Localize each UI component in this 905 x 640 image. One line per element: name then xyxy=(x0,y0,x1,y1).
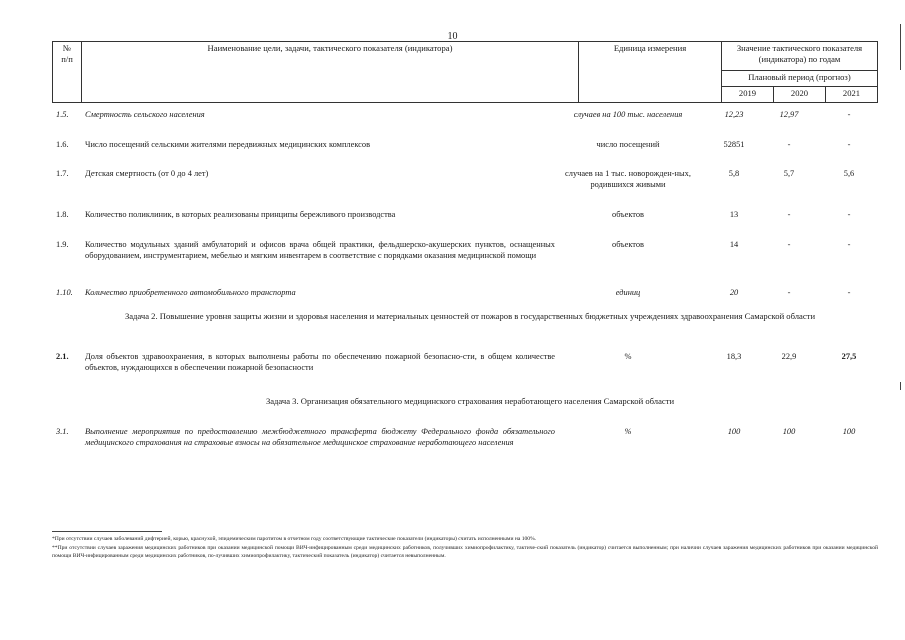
row-unit: случаев на 1 тыс. новорожден-ных, родившихся живыми xyxy=(565,169,691,189)
row-value-2020: - xyxy=(787,140,791,149)
row-name: Детская смертность (от 0 до 4 лет) xyxy=(85,169,209,178)
row-value-2021: - xyxy=(847,140,851,149)
row-value-2020: - xyxy=(787,210,791,219)
row-value-2019: 12,23 xyxy=(724,110,744,119)
row-value-2021: 100 xyxy=(842,427,856,436)
footnote: *При отсутствии случаев заболеваний дифтерией, корью, краснухой, эпидемическим паротитом в отчетном году соответствующие тактические показатели (индикаторы) считать исполненными на 100%. xyxy=(52,536,537,542)
row-value-2019: 100 xyxy=(727,427,741,436)
row-name: Количество модульных зданий амбулаторий и офисов врача общей практики, фельдшерско-акушерских пунктов, оснащенных оборудованием, инструментарием, мебелью и мягким инвентарем в соответствие с порядками оказания медицинской помощи xyxy=(85,240,555,260)
row-name: Выполнение мероприятия по предоставлению межбюджетного трансферта бюджету Федерального фонда обязательного медицинского страхования на страховые взносы на обязательное медицинское страхование неработающего населения xyxy=(85,427,555,447)
row-value-2021: 5,6 xyxy=(843,169,855,178)
row-value-2021: - xyxy=(847,110,851,119)
row-name: Количество приобретенного автомобильного транспорта xyxy=(85,288,296,297)
header-num: № п/п xyxy=(53,42,82,103)
row-number: 2.1. xyxy=(56,352,69,361)
scan-edge-mark xyxy=(900,382,901,390)
row-value-2020: - xyxy=(787,288,791,297)
task-heading: Задача 2. Повышение уровня защиты жизни и здоровья населения и материальных ценностей от пожаров в государственных бюджетных учреждениях здравоохранения Самарской области xyxy=(124,311,816,321)
row-number: 1.7. xyxy=(56,169,69,178)
row-value-2020: 12,97 xyxy=(779,110,799,119)
row-value-2021: - xyxy=(847,210,851,219)
row-value-2019: 5,8 xyxy=(728,169,740,178)
row-number: 1.8. xyxy=(56,210,69,219)
row-number: 1.10. xyxy=(56,288,73,297)
row-number: 1.6. xyxy=(56,140,69,149)
row-value-2020: - xyxy=(787,240,791,249)
header-unit: Единица измерения xyxy=(579,42,722,103)
row-value-2020: 5,7 xyxy=(783,169,795,178)
row-value-2019: 14 xyxy=(729,240,739,249)
header-value-title: Значение тактического показателя (индикатора) по годам xyxy=(722,42,878,71)
row-name: Доля объектов здравоохранения, в которых выполнены работы по обеспечению пожарной безопасно-сти, в общем количестве объектов, нуждающихся в обеспечении пожарной безопасности xyxy=(85,352,555,372)
row-number: 3.1. xyxy=(56,427,69,436)
row-unit: объектов xyxy=(612,240,644,249)
page-number: 10 xyxy=(447,31,458,42)
row-value-2021: - xyxy=(847,288,851,297)
footnote-divider xyxy=(52,531,162,532)
row-value-2019: 18,3 xyxy=(726,352,742,361)
row-value-2019: 20 xyxy=(729,288,739,297)
task-heading: Задача 3. Организация обязательного медицинского страхования неработающего населения Самарской области xyxy=(265,396,675,406)
row-value-2019: 13 xyxy=(729,210,739,219)
header-plan-period: Плановый период (прогноз) xyxy=(722,70,878,86)
row-value-2021: 27,5 xyxy=(841,352,857,361)
table-header xyxy=(52,41,878,103)
row-number: 1.9. xyxy=(56,240,69,249)
row-value-2021: - xyxy=(847,240,851,249)
row-unit: единиц xyxy=(615,288,641,297)
row-value-2020: 100 xyxy=(782,427,796,436)
row-value-2019: 52851 xyxy=(723,140,745,149)
row-unit: % xyxy=(624,427,632,436)
header-year: 2019 xyxy=(722,86,774,102)
header-year: 2021 xyxy=(826,86,878,102)
row-unit: случаев на 100 тыс. населения xyxy=(573,110,683,119)
row-value-2020: 22,9 xyxy=(781,352,797,361)
row-unit: % xyxy=(624,352,632,361)
row-name: Количество поликлиник, в которых реализованы принципы бережливого производства xyxy=(85,210,396,219)
header-name: Наименование цели, задачи, тактического показателя (индикатора) xyxy=(82,42,579,103)
footnote: **При отсутствии случаев заражения медицинских работников при оказании медицинской помощи ВИЧ-инфицированным среди медицинских работников, получивших химиопрофилактику, тактиче-ский показатель (индикатор) считается выполненным; при наличии случаев заражения медицинских работников при оказании медицинской помощи ВИЧ-инфицированным среди медицинских работников, по-лучивших химиопрофилактику, тактический показатель (индикатор) считается невыполненным. xyxy=(52,545,878,559)
scan-edge-mark xyxy=(900,24,901,70)
row-name: Смертность сельского населения xyxy=(85,110,205,119)
row-unit: объектов xyxy=(612,210,644,219)
header-year: 2020 xyxy=(774,86,826,102)
row-unit: число посещений xyxy=(596,140,660,149)
row-number: 1.5. xyxy=(56,110,69,119)
row-name: Число посещений сельскими жителями передвижных медицинских комплексов xyxy=(85,140,371,149)
